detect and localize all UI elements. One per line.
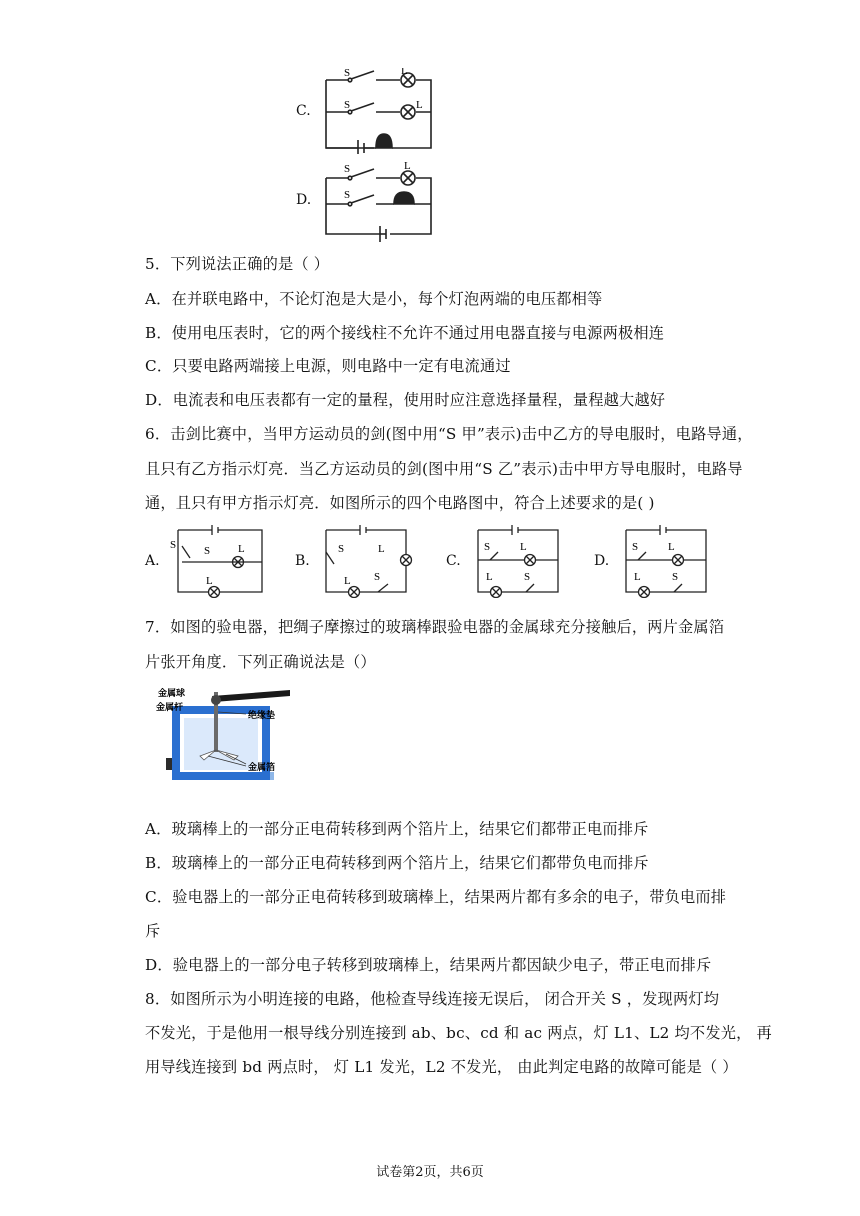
q7-stem-line1: 7．如图的验电器，把绸子摩擦过的玻璃棒跟验电器的金属球充分接触后，两片金属箔: [145, 618, 725, 636]
label-metal-ball: 金属球: [158, 688, 186, 698]
q6-circuit-d: [618, 522, 714, 598]
a-ljia-text: L: [238, 543, 245, 555]
q6-circuit-b: [318, 522, 414, 598]
b-sjia-text: S: [338, 543, 345, 555]
q4-option-c-label: C.: [296, 103, 311, 119]
q4-circuit-d: [318, 160, 438, 244]
d6-lyi-text: L: [634, 571, 641, 583]
q6-option-b-label: B.: [295, 553, 310, 569]
q6-circuit-c: [470, 522, 566, 598]
c6-ljia-text: L: [520, 541, 527, 553]
q8-stem-line1: 8．如图所示为小明连接的电路，他检查导线连接无误后， 闭合开关 S ，发现两灯均: [145, 990, 720, 1008]
d6-sjia-text: S: [672, 571, 679, 583]
q7-option-c-cont: 斥: [145, 922, 161, 940]
a-syi-text: S: [170, 539, 177, 551]
a-lyi-text: L: [206, 575, 213, 587]
c-l2-text: L: [416, 99, 423, 111]
label-metal-rod: 金属杆: [156, 702, 184, 712]
q7-stem-line2: 片张开角度．下列正确说法是（）: [145, 653, 376, 671]
q6-option-d-label: D.: [594, 553, 610, 569]
b-syi-text: S: [374, 571, 381, 583]
q8-stem-line3: 用导线连接到 bd 两点时， 灯 L1 发光，L2 不发光， 由此判定电路的故障可能是（ ）: [145, 1058, 738, 1076]
q5-stem: 5．下列说法正确的是（ ）: [145, 255, 330, 273]
q7-option-d: D．验电器上的一部分电子转移到玻璃棒上，结果两片都因缺少电子，带正电而排斥: [145, 956, 712, 974]
q5-option-d: D．电流表和电压表都有一定的量程，使用时应注意选择量程，量程越大越好: [145, 391, 666, 409]
page-footer: 试卷第2页，共6页: [376, 1165, 484, 1180]
d-l1-text: L: [404, 160, 411, 172]
b-lyi-text: L: [378, 543, 385, 555]
q4-option-d-label: D.: [296, 192, 312, 208]
label-metal-foil: 金属箔: [248, 762, 276, 772]
q6-stem-line3: 通，且只有甲方指示灯亮．如图所示的四个电路图中，符合上述要求的是( ): [145, 494, 655, 512]
q7-option-a: A．玻璃棒上的一部分正电荷转移到两个箔片上，结果它们都带正电而排斥: [145, 820, 649, 838]
q7-option-c: C．验电器上的一部分正电荷转移到玻璃棒上，结果两片都有多余的电子，带负电而排: [145, 888, 727, 906]
b-ljia-text: L: [344, 575, 351, 587]
label-insulating-pad: 绝缘垫: [248, 710, 276, 720]
q7-option-b: B．玻璃棒上的一部分正电荷转移到两个箔片上，结果它们都带负电而排斥: [145, 854, 649, 872]
d-s1-text: S: [344, 163, 351, 175]
q6-stem-line2: 且只有乙方指示灯亮．当乙方运动员的剑(图中用“S 乙”表示)击中甲方导电服时，电路导: [145, 460, 743, 478]
c-l1-text: L: [401, 68, 408, 77]
q6-option-c-label: C.: [446, 553, 461, 569]
c6-lyi-text: L: [486, 571, 493, 583]
c6-sjia-text: S: [484, 541, 491, 553]
d-s2-text: S: [344, 189, 351, 201]
q5-option-b: B．使用电压表时，它的两个接线柱不允许不通过用电器直接与电源两极相连: [145, 324, 665, 342]
c-s1-text: S: [344, 68, 351, 79]
q6-stem-line1: 6．击剑比赛中，当甲方运动员的剑(图中用“S 甲”表示)击中乙方的导电服时，电路导通，: [145, 425, 753, 443]
q6-circuit-a: [168, 522, 266, 598]
d6-syi-text: S: [632, 541, 639, 553]
c6-syi-text: S: [524, 571, 531, 583]
q5-option-c: C．只要电路两端接上电源，则电路中一定有电流通过: [145, 357, 511, 375]
q8-stem-line2: 不发光，于是他用一根导线分别连接到 ab、bc、cd 和 ac 两点，灯 L1、L2 均不发光， 再: [145, 1024, 772, 1042]
a-sjia-text: S: [204, 545, 211, 557]
q5-option-a: A．在并联电路中，不论灯泡是大是小，每个灯泡两端的电压都相等: [145, 290, 603, 308]
q4-circuit-c: [318, 68, 438, 154]
electroscope-figure: [152, 684, 292, 788]
q6-option-a-label: A.: [145, 553, 160, 569]
d6-ljia-text: L: [668, 541, 675, 553]
c-s2-text: S: [344, 99, 351, 111]
